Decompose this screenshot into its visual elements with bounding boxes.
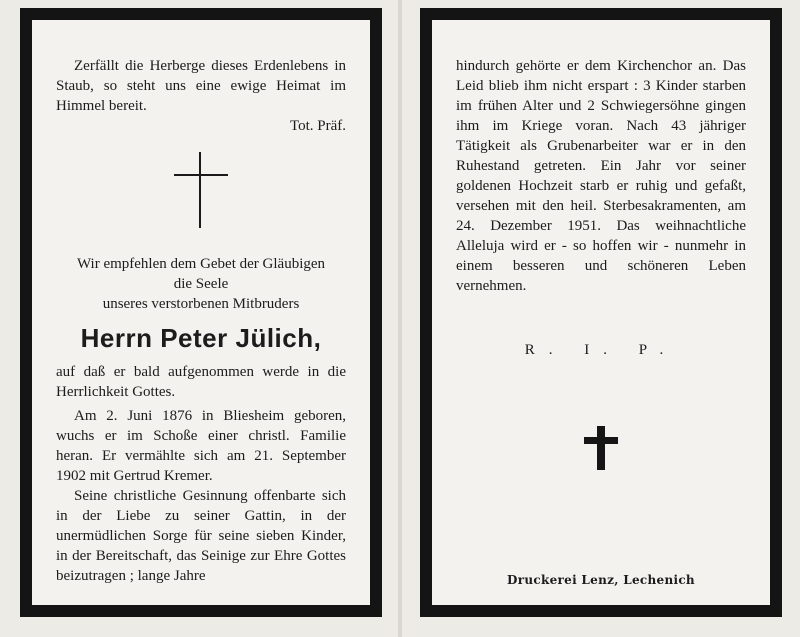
epigraph-source: Tot. Präf. [289,118,346,134]
paragraph-continued: hindurch gehörte er dem Kirchenchor an. Das Leid blieb ihm nicht erspart : 3 Kinder starben im frühen Alter und 2 Schwiegersöhne gingen ihm im Kriege voran. Nach 43 jähriger Tätigkeit als Grubenarbeiter war er in den Ruhestand getreten. Ein Jahr vor seiner goldenen Hochzeit starb er ruhig und gefaßt, versehen mit den heil. Sterbesakramenten, am 24. Dezember 1951. Das weihnachtliche Alleluja wird er - so hoffen wir - nunmehr in einem besseren und schöneren Leben vernehmen. [456,58,746,294]
left-page-text [56,56,346,586]
deceased-name: Herrn Peter Jülich, [80,323,322,353]
rip-text: R. I. P. [524,342,678,358]
bold-cross-icon [584,426,618,470]
left-mourning-border [20,8,382,617]
after-name-text: auf daß er bald aufgenommen werde in die Herrlichkeit Gottes. [56,364,346,400]
right-card-page [402,0,800,637]
thin-cross-icon [174,152,228,228]
paragraph-birth: Am 2. Juni 1876 in Bliesheim geboren, wuchs er im Schoße einer christl. Familie heran. Er vermählte sich am 21. September 1902 mit Gertrud Kremer. [56,408,346,484]
prayer-line-2: die Seele [173,276,229,292]
epigraph: Zerfällt die Herberge dieses Erdenlebens in Staub, so steht uns eine ewige Heimat im Himmel bereit. [56,58,346,114]
right-page-text [456,56,746,470]
paragraph-faith: Seine christliche Gesinnung offenbarte sich in der Liebe zu seiner Gattin, in der unermüdlichen Sorge für seine sieben Kinder, in der Bereitschaft, das Seinige zur Ehre Gottes beizutragen ; lange Jahre [56,488,346,584]
prayer-line-3: unseres verstorbenen Mitbruders [102,296,300,312]
printer-imprint: Druckerei Lenz, Lechenich [507,573,695,587]
right-mourning-border [420,8,782,617]
left-card-page [0,0,398,637]
prayer-line-1: Wir empfehlen dem Gebet der Gläubigen [76,256,326,272]
